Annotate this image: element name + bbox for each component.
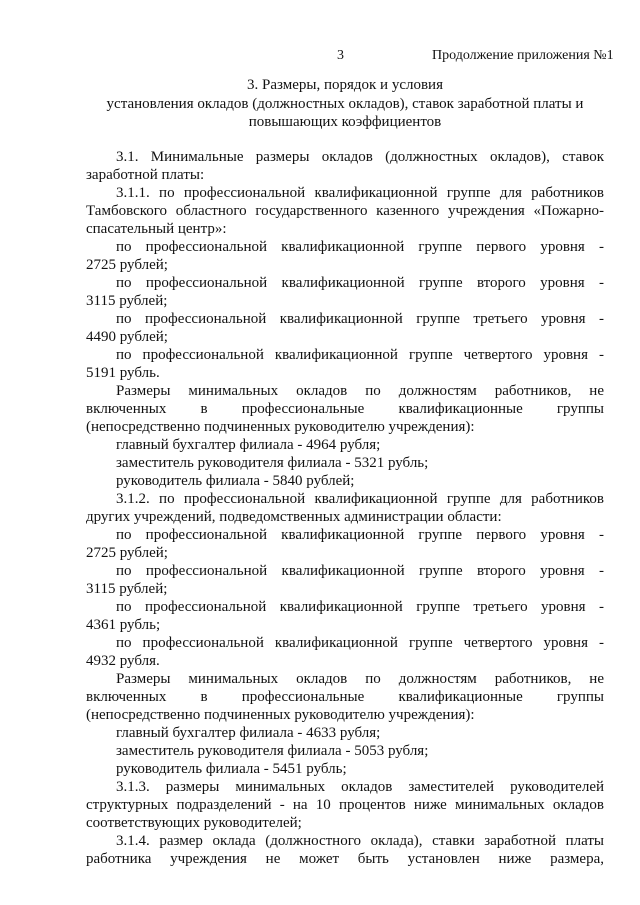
paragraph-line: (непосредственно подчиненных руководителю учреждения): <box>86 707 475 723</box>
paragraph-line: 3.1.4. размер оклада (должностного оклада), ставки заработной платы <box>116 833 604 849</box>
paragraph-line: 4932 рубля. <box>86 653 160 669</box>
paragraph-line: заместитель руководителя филиала - 5321 рубль; <box>116 455 429 471</box>
paragraph-line: спасательный центр»: <box>86 221 227 237</box>
paragraph-line: по профессиональной квалификационной группе третьего уровня - <box>116 599 604 615</box>
paragraph-line: 3.1.1. по профессиональной квалификационной группе для работников <box>116 185 604 201</box>
paragraph-line: Размеры минимальных окладов по должностям работников, не <box>116 383 604 399</box>
paragraph-line: структурных подразделений - на 10 процентов ниже минимальных окладов <box>86 797 604 813</box>
paragraph-line: Размеры минимальных окладов по должностям работников, не <box>116 671 604 687</box>
paragraph-line: работника учреждения не может быть установлен ниже размера, <box>86 851 604 867</box>
page-number: 3 <box>337 48 344 63</box>
paragraph-line: (непосредственно подчиненных руководителю учреждения): <box>86 419 475 435</box>
paragraph-line: 3115 рублей; <box>86 581 168 597</box>
paragraph-line: включенных в профессиональные квалификационные группы <box>86 401 604 417</box>
paragraph-line: Тамбовского областного государственного казенного учреждения «Пожарно- <box>86 203 604 219</box>
section-heading-line-2: установления окладов (должностных окладов), ставок заработной платы и <box>106 96 584 112</box>
paragraph-line: 3115 рублей; <box>86 293 168 309</box>
paragraph-line: 2725 рублей; <box>86 545 168 561</box>
paragraph-line: руководитель филиала - 5840 рублей; <box>116 473 355 489</box>
paragraph-line: по профессиональной квалификационной группе четвертого уровня - <box>116 635 604 651</box>
paragraph-line: 2725 рублей; <box>86 257 168 273</box>
paragraph-line: главный бухгалтер филиала - 4633 рубля; <box>116 725 381 741</box>
section-heading-line-1: 3. Размеры, порядок и условия <box>247 77 443 93</box>
paragraph-line: по профессиональной квалификационной группе первого уровня - <box>116 239 604 255</box>
paragraph-line: главный бухгалтер филиала - 4964 рубля; <box>116 437 381 453</box>
paragraph-line: по профессиональной квалификационной группе второго уровня - <box>116 275 604 291</box>
paragraph-line: 5191 рубль. <box>86 365 160 381</box>
paragraph-line: 4361 рубль; <box>86 617 161 633</box>
appendix-label: Продолжение приложения №1 <box>432 48 614 63</box>
paragraph-line: 3.1.2. по профессиональной квалификационной группе для работников <box>116 491 604 507</box>
paragraph-line: по профессиональной квалификационной группе второго уровня - <box>116 563 604 579</box>
paragraph-line: заместитель руководителя филиала - 5053 рубля; <box>116 743 429 759</box>
paragraph-line: заработной платы: <box>86 167 205 183</box>
paragraph-line: включенных в профессиональные квалификационные группы <box>86 689 604 705</box>
paragraph-line: 3.1.3. размеры минимальных окладов заместителей руководителей <box>116 779 604 795</box>
section-heading-line-3: повышающих коэффициентов <box>248 114 442 130</box>
paragraph-line: 3.1. Минимальные размеры окладов (должностных окладов), ставок <box>116 149 604 165</box>
paragraph-line: по профессиональной квалификационной группе четвертого уровня - <box>116 347 604 363</box>
paragraph-line: руководитель филиала - 5451 рубль; <box>116 761 347 777</box>
paragraph-line: по профессиональной квалификационной группе третьего уровня - <box>116 311 604 327</box>
paragraph-line: соответствующих руководителей; <box>86 815 302 831</box>
paragraph-line: других учреждений, подведомственных администрации области: <box>86 509 502 525</box>
paragraph-line: 4490 рублей; <box>86 329 168 345</box>
paragraph-line: по профессиональной квалификационной группе первого уровня - <box>116 527 604 543</box>
